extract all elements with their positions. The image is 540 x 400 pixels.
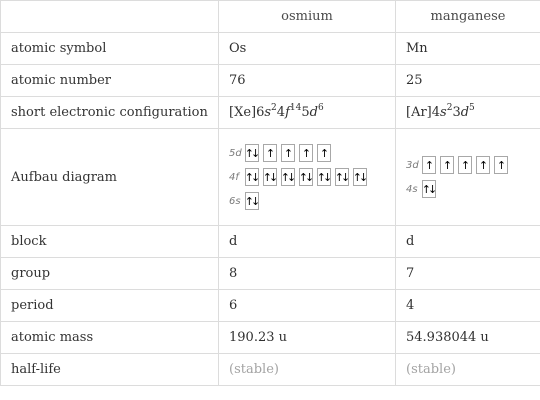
config-shell: 4 (431, 105, 441, 120)
orbital-label: 6s (229, 195, 241, 207)
row-label: Aufbau diagram (1, 129, 219, 226)
row-label: period (1, 290, 219, 322)
osmium-atomic-number: 76 (219, 65, 396, 97)
row-label: atomic mass (1, 322, 219, 354)
config-core: [Ar] (406, 105, 432, 120)
orbital-row-3d (406, 156, 530, 174)
orbital-row-5d (229, 144, 385, 162)
osmium-electron-configuration (219, 97, 396, 129)
row-label: atomic symbol (1, 33, 219, 65)
orbital-label: 3d (406, 159, 419, 171)
osmium-period: 6 (219, 290, 396, 322)
paired-electron-box: ↑↓ (353, 168, 367, 186)
single-electron-box: ↑ (476, 156, 490, 174)
manganese-group: 7 (396, 258, 540, 290)
single-electron-box: ↑ (440, 156, 454, 174)
paired-electron-box: ↑↓ (281, 168, 295, 186)
config-shell: 4 (276, 105, 286, 120)
aufbau-diagram (406, 152, 530, 202)
manganese-period: 4 (396, 290, 540, 322)
single-electron-box: ↑ (458, 156, 472, 174)
osmium-group: 8 (219, 258, 396, 290)
row-label: block (1, 226, 219, 258)
paired-electron-box: ↑↓ (299, 168, 313, 186)
single-electron-box: ↑ (317, 144, 331, 162)
single-electron-box: ↑ (494, 156, 508, 174)
orbital-row-6s (229, 192, 385, 210)
row-electron-configuration (1, 97, 540, 129)
row-block (1, 226, 540, 258)
config-electrons: 2 (446, 102, 453, 113)
osmium-atomic-mass: 190.23 u (219, 322, 396, 354)
config-shell: 5 (301, 105, 310, 120)
config-electrons: 6 (317, 102, 324, 113)
manganese-atomic-number: 25 (396, 65, 540, 97)
row-label: group (1, 258, 219, 290)
manganese-block: d (396, 226, 540, 258)
config-orbital: s (264, 105, 272, 120)
column-header-osmium: osmium (219, 1, 396, 33)
row-label: half-life (1, 354, 219, 386)
orbital-label: 4f (229, 171, 239, 183)
manganese-half-life: (stable) (396, 354, 540, 386)
osmium-block: d (219, 226, 396, 258)
paired-electron-box: ↑↓ (422, 180, 436, 198)
config-orbital: f (285, 105, 290, 120)
header-row (1, 1, 540, 33)
single-electron-box: ↑ (299, 144, 313, 162)
orbital-row-4f (229, 168, 385, 186)
column-header-manganese: manganese (396, 1, 540, 33)
osmium-symbol: Os (219, 33, 396, 65)
aufbau-diagram (229, 140, 385, 214)
osmium-aufbau-diagram (219, 129, 396, 226)
manganese-aufbau-diagram (396, 129, 540, 226)
row-aufbau-diagram (1, 129, 540, 226)
paired-electron-box: ↑↓ (245, 168, 259, 186)
row-period (1, 290, 540, 322)
config-electrons: 5 (469, 102, 475, 113)
orbital-label: 5d (229, 147, 242, 159)
single-electron-box: ↑ (422, 156, 436, 174)
manganese-symbol: Mn (396, 33, 540, 65)
config-orbital: d (460, 105, 470, 120)
manganese-electron-configuration (396, 97, 540, 129)
orbital-label: 4s (406, 183, 418, 195)
config-shell: 3 (452, 105, 461, 120)
paired-electron-box: ↑↓ (245, 192, 259, 210)
config-electrons: 14 (289, 102, 302, 113)
row-label: atomic number (1, 65, 219, 97)
config-shell: 6 (256, 105, 265, 120)
row-atomic-symbol (1, 33, 540, 65)
config-electrons: 2 (271, 102, 277, 113)
config-orbital: d (309, 105, 318, 120)
manganese-atomic-mass: 54.938044 u (396, 322, 540, 354)
header-corner-cell (1, 1, 219, 33)
row-half-life (1, 354, 540, 386)
row-atomic-number (1, 65, 540, 97)
paired-electron-box: ↑↓ (335, 168, 349, 186)
row-label: short electronic configuration (1, 97, 219, 129)
single-electron-box: ↑ (281, 144, 295, 162)
single-electron-box: ↑ (263, 144, 277, 162)
row-group (1, 258, 540, 290)
row-atomic-mass (1, 322, 540, 354)
config-core: [Xe] (229, 105, 257, 120)
paired-electron-box: ↑↓ (263, 168, 277, 186)
orbital-row-4s (406, 180, 530, 198)
osmium-half-life: (stable) (219, 354, 396, 386)
config-orbital: s (440, 105, 447, 120)
paired-electron-box: ↑↓ (317, 168, 331, 186)
paired-electron-box: ↑↓ (245, 144, 259, 162)
